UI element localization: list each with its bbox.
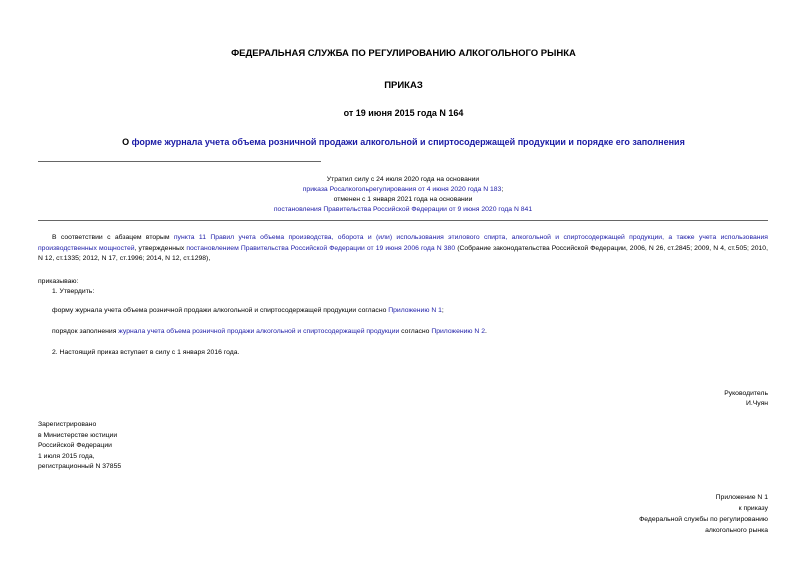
document-subject: [0, 137, 807, 147]
order-item-1a: [52, 306, 444, 316]
divider-full: [38, 220, 768, 221]
order-item-1b: [52, 327, 487, 337]
appendix-1-link[interactable]: Приложению N 1: [388, 307, 442, 314]
repeal-order-link[interactable]: приказа Росалкогольрегулирования от 4 июня 2020 года N 183: [302, 186, 502, 193]
status-note-line4: [38, 205, 768, 215]
rules-link[interactable]: пункта 11 Правил учета объема производства, оборота и (или) использования этилового спирта, алкогольной и спиртосодержащей продукции, а также учета использования производственных мощностей: [38, 234, 768, 252]
order-item-2: 2. Настоящий приказ вступает в силу с 1 января 2016 года.: [52, 349, 240, 356]
preamble-text-2: , утвержденных: [134, 244, 187, 252]
document-date-number: от 19 июня 2015 года N 164: [343, 108, 464, 118]
order-intro: приказываю:: [38, 278, 79, 285]
signature-name: И.Чуян: [745, 400, 768, 407]
registration-line4: 1 июля 2015 года,: [38, 452, 95, 460]
preamble-text-3: (Собрание законодательства Российской Федерации, 2006, N 26, ст.2845; 2009, N 4, ст.505; 2010, N 12, ст.1335; 2012, N 17, ст.1996; 2014, N 12, ст.1298),: [38, 244, 768, 262]
subject-prefix: О: [122, 137, 132, 147]
appendix-block: [639, 492, 768, 536]
decree-380-link[interactable]: постановлением Правительства Российской Федерации от 19 июня 2006 года N 380: [186, 244, 456, 252]
preamble-text-1: В соответствии с абзацем вторым: [52, 234, 174, 241]
status-note-line1: Утратил силу с 24 июля 2020 года на основании: [326, 176, 480, 183]
order-item-1: 1. Утвердить:: [52, 288, 95, 295]
registration-line2: в Министерстве юстиции: [38, 431, 118, 439]
order-item-1b-mid: согласно: [399, 328, 432, 335]
appendix-line3: Федеральной службы по регулированию: [639, 516, 768, 523]
registration-line1: Зарегистрировано: [38, 421, 97, 428]
order-item-1a-text: форму журнала учета объема розничной продажи алкогольной и спиртосодержащей продукции согласно: [52, 307, 389, 314]
journal-link[interactable]: журнала учета объема розничной продажи алкогольной и спиртосодержащей продукции: [118, 328, 400, 335]
status-note-line2: [38, 185, 768, 195]
signature-role: Руководитель: [724, 390, 768, 397]
organization-heading: ФЕДЕРАЛЬНАЯ СЛУЖБА ПО РЕГУЛИРОВАНИЮ АЛКОГОЛЬНОГО РЫНКА: [231, 48, 576, 59]
document-type-heading: ПРИКАЗ: [384, 80, 423, 91]
government-decree-link[interactable]: постановления Правительства Российской Федерации от 9 июня 2020 года N 841: [273, 206, 533, 213]
appendix-line1: Приложение N 1: [715, 494, 768, 501]
appendix-2-link[interactable]: Приложению N 2: [431, 328, 485, 335]
order-item-1b-end: .: [485, 328, 487, 335]
order-item-1a-end: ;: [441, 307, 444, 314]
appendix-line2: к приказу: [738, 505, 768, 512]
preamble-paragraph: [38, 233, 768, 265]
appendix-line4: алкогольного рынка: [705, 527, 768, 534]
registration-line3: Российской Федерации: [38, 442, 112, 449]
status-note-line3: отменен с 1 января 2021 года на основании: [333, 196, 473, 203]
registration-line5: регистрационный N 37855: [38, 463, 122, 470]
order-item-1b-text: порядок заполнения: [52, 328, 119, 335]
status-note-line2-suffix: ;: [501, 186, 504, 193]
registration-block: [38, 420, 121, 473]
subject-link[interactable]: форме журнала учета объема розничной продажи алкогольной и спиртосодержащей продукции и порядке его заполнения: [131, 137, 685, 147]
divider-short: [38, 161, 321, 162]
